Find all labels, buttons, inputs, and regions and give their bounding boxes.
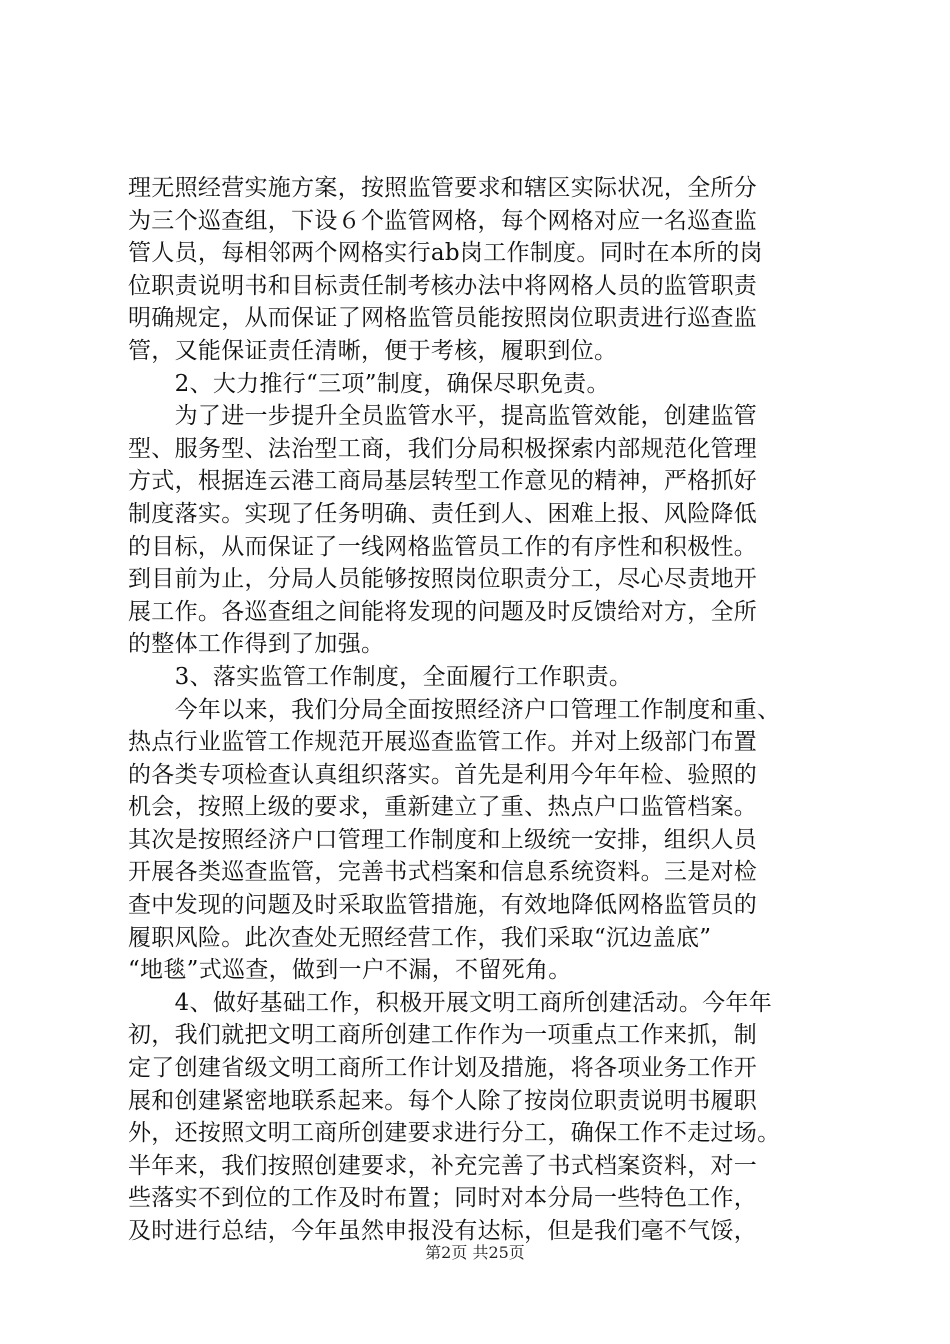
text-line: 外，还按照文明工商所创建要求进行分工，确保工作不走过场。 [128, 1120, 781, 1147]
text-line: 热点行业监管工作规范开展巡查监管工作。并对上级部门布置 [128, 729, 758, 756]
text-line: 及时进行总结，今年虽然申报没有达标，但是我们毫不气馁， [128, 1218, 758, 1244]
text-line: 的各类专项检查认真组织落实。首先是利用今年年检、验照的 [128, 761, 758, 788]
text-line: 机会，按照上级的要求，重新建立了重、热点户口监管档案。 [128, 794, 758, 821]
text-line: 的整体工作得到了加强。 [128, 631, 385, 658]
text-line: 些落实不到位的工作及时布置；同时对本分局一些特色工作， [128, 1185, 758, 1212]
text-line: 展和创建紧密地联系起来。每个人除了按岗位职责说明书履职 [128, 1087, 758, 1114]
text-line: 初，我们就把文明工商所创建工作作为一项重点工作来抓，制 [128, 1022, 758, 1049]
text-line: 到目前为止，分局人员能够按照岗位职责分工，尽心尽责地开 [128, 566, 758, 593]
text-line: 2、大力推行“三项”制度，确保尽职免责。 [128, 370, 610, 397]
text-line: 今年以来，我们分局全面按照经济户口管理工作制度和重、 [128, 696, 781, 723]
page-footer: 第2页 共25页 [425, 1243, 525, 1262]
text-line: 定了创建省级文明工商所工作计划及措施，将各项业务工作开 [128, 1055, 758, 1082]
text-line: 理无照经营实施方案，按照监管要求和辖区实际状况，全所分 [128, 175, 758, 201]
text-line: 4、做好基础工作，积极开展文明工商所创建活动。今年年 [128, 989, 773, 1016]
text-line: 位职责说明书和目标责任制考核办法中将网格人员的监管职责 [128, 272, 758, 299]
document-body [128, 172, 828, 1248]
text-line: 履职风险。此次查处无照经营工作，我们采取“沉边盖底” [128, 924, 712, 951]
text-line: 查中发现的问题及时采取监管措施，有效地降低网格监管员的 [128, 892, 758, 919]
text-line: 的目标，从而保证了一线网格监管员工作的有序性和积极性。 [128, 533, 758, 560]
text-line: 其次是按照经济户口管理工作制度和上级统一安排，组织人员 [128, 826, 758, 853]
text-line: 管，又能保证责任清晰，便于考核，履职到位。 [128, 337, 618, 364]
text-line: 管人员，每相邻两个网格实行ab岗工作制度。同时在本所的岗 [128, 240, 763, 267]
text-line: 方式，根据连云港工商局基层转型工作意见的精神，严格抓好 [128, 468, 758, 495]
text-line: 为三个巡查组，下设６个监管网格，每个网格对应一名巡查监 [128, 207, 758, 234]
text-line: 制度落实。实现了任务明确、责任到人、困难上报、风险降低 [128, 500, 758, 527]
text-line: 明确规定，从而保证了网格监管员能按照岗位职责进行巡查监 [128, 305, 758, 332]
text-line: 开展各类巡查监管，完善书式档案和信息系统资料。三是对检 [128, 859, 758, 886]
text-line: 3、落实监管工作制度，全面履行工作职责。 [128, 663, 633, 690]
text-line: 半年来，我们按照创建要求，补充完善了书式档案资料，对一 [128, 1152, 758, 1179]
text-line: 展工作。各巡查组之间能将发现的问题及时反馈给对方，全所 [128, 598, 758, 625]
text-line: 型、服务型、法治型工商，我们分局积极探索内部规范化管理 [128, 435, 758, 462]
text-line: 为了进一步提升全员监管水平，提高监管效能，创建监管 [128, 403, 758, 430]
text-line: “地毯”式巡查，做到一户不漏，不留死角。 [128, 957, 572, 984]
